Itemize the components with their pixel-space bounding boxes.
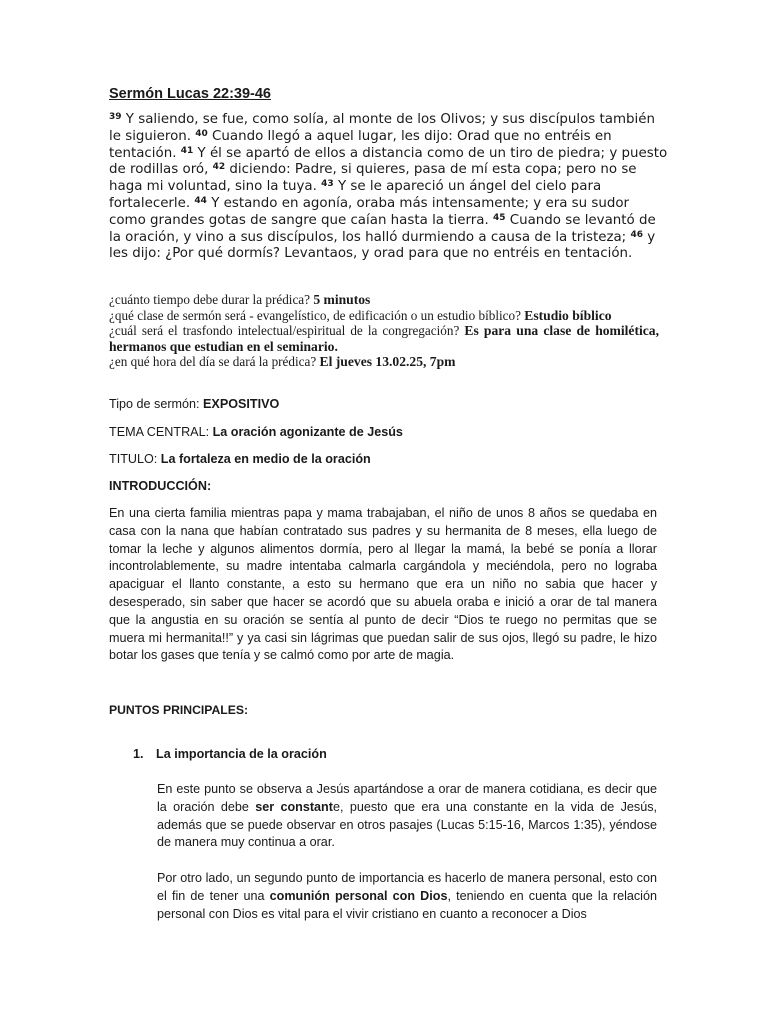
title-field [109, 452, 371, 466]
verse-text: Y se le apareció un ángel del cielo para fortalecerle. [109, 179, 602, 211]
field-label: TEMA CENTRAL: [109, 425, 213, 439]
scripture-passage [109, 112, 669, 263]
introduction-paragraph: En una cierta familia mientras papa y mama trabajaban, el niño de unos 8 años se quedaba en casa con la nana que habían contratado sus padres y su hermanita de 8 meses, ella luego de tomar la leche y algunos alimentos dormía, pero al llegar la mamá, la bebé se ponía a llorar incontrolablemente, su madre intentaba calmarla cargándola y meciéndola, pero no lograba apaciguar el llanto constante, a esto su hermano que era un niño no sabia que hacer y desesperado, sin saber que hacer se acordó que su abuela oraba e inició a orar de tal manera que la angustia en su oración se sentía al punto de decir “Dios te ruego no permitas que se muera mi hermanita!!” y ya casi sin lágrimas que puedan salir de sus ojos, llegó su padre, le hizo botar los gases que tenía y se calmó como por arte de magia. [109, 506, 657, 663]
verse-number: 45 [492, 212, 506, 223]
verse-number: 44 [194, 195, 207, 206]
verse-number: 43 [321, 179, 334, 190]
answer: Estudio bíblico [524, 307, 612, 323]
field-value: La fortaleza en medio de la oración [160, 452, 371, 466]
answer: 5 minutos [313, 292, 371, 307]
verse-text: diciendo: Padre, si quieres, pasa de mí esta copa; pero no se haga mi voluntad, sino la tuya. [109, 162, 637, 195]
main-points-heading: PUNTOS PRINCIPALES: [109, 703, 249, 717]
verse-number: 39 [109, 112, 122, 122]
verse-text: Y él se apartó de ellos a distancia como de un tiro de piedra; y puesto de rodillas oró, [109, 145, 668, 178]
sermon-questions [109, 292, 659, 370]
field-label: TITULO: [109, 452, 161, 466]
question-time: ¿en qué hora del día se dará la prédica? El jueves 13.02.25, 7pm [109, 354, 456, 369]
verse-text: Y saliendo, se fue, como solía, al monte de los Olivos; y sus discípulos también le siguieron. [109, 112, 655, 144]
sermon-type-field [109, 397, 279, 411]
central-theme-field [109, 425, 403, 439]
answer: Es para una clase de homilética, hermanos que estudian en el seminario. [109, 323, 659, 354]
emphasis: comunión personal con Dios [269, 888, 448, 903]
list-number: 1. [133, 747, 144, 761]
point-1-heading [133, 747, 327, 761]
verse-number: 46 [630, 229, 643, 240]
verse-text: Y estando en agonía, oraba más intensamente; y era su sudor como grandes gotas de sangre que caían hasta la tierra. [109, 195, 630, 228]
field-value: EXPOSITIVO [203, 397, 280, 411]
question-duration: ¿cuánto tiempo debe durar la prédica? 5 minutos [109, 292, 371, 307]
verse-number: 40 [195, 128, 208, 139]
question-type: ¿qué clase de sermón será - evangelístico, de edificación o un estudio bíblico? Estudio bíblico [109, 307, 612, 323]
verse-number: 42 [212, 162, 226, 173]
question-background: ¿cuál será el trasfondo intelectual/espiritual de la congregación? Es para una clase de homilética, hermanos que estudian en el seminario. [109, 323, 659, 354]
verse-text: Cuando se levantó de la oración, y vino a sus discípulos, los halló durmiendo a causa de la tristeza; [109, 212, 656, 245]
emphasis: ser constant [255, 799, 333, 814]
introduction-heading: INTRODUCCIÓN: [109, 479, 212, 493]
point-1-paragraph-1: En este punto se observa a Jesús apartándose a orar de manera cotidiana, es decir que la oración debe ser constante, puesto que era una constante en la vida de Jesús, además que se puede observar en otros pasajes (Lucas 5:15-16, Marcos 1:35), yéndose de manera muy continua a orar. [157, 782, 657, 850]
point-1-paragraph-2: Por otro lado, un segundo punto de importancia es hacerlo de manera personal, esto con el fin de tener una comunión personal con Dios, teniendo en cuenta que la relación personal con Dios es vital para el vivir cristiano en cuanto a reconocer a Dios [157, 871, 657, 921]
field-value: La oración agonizante de Jesús [212, 425, 403, 439]
verse-number: 41 [180, 145, 194, 156]
point-heading-text: La importancia de la oración [156, 747, 327, 761]
verse-text: y les dijo: ¿Por qué dormís? Levantaos, y orad para que no entréis en tentación. [109, 229, 656, 262]
verse-text: Cuando llegó a aquel lugar, les dijo: Orad que no entréis en tentación. [109, 128, 612, 161]
answer: El jueves 13.02.25, 7pm [319, 354, 456, 369]
field-label: Tipo de sermón: [109, 397, 204, 411]
sermon-title: Sermón Lucas 22:39-46 [109, 86, 271, 102]
